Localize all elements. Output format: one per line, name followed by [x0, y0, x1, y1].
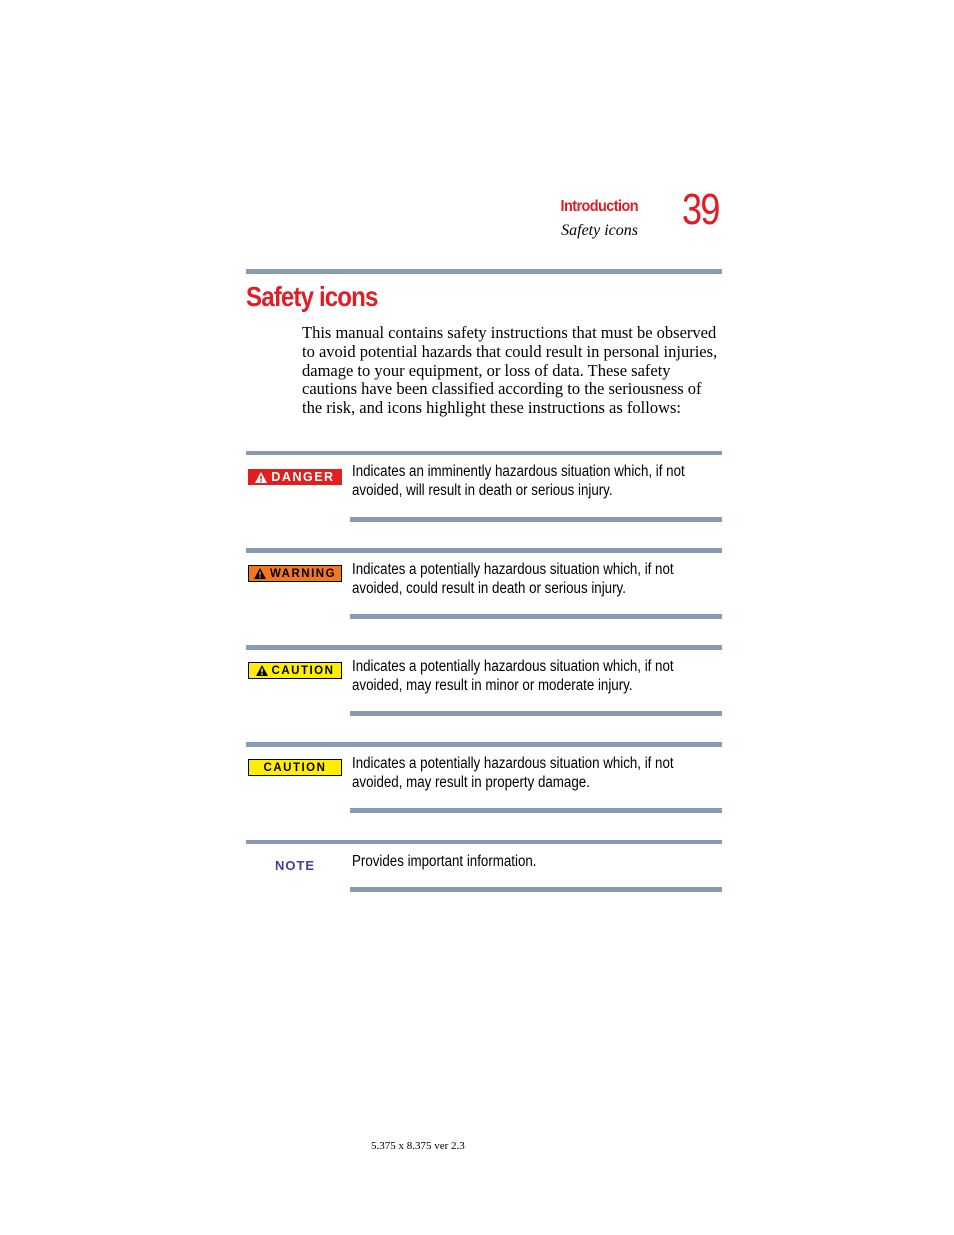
- section-top-rule: [246, 269, 722, 274]
- page-number: 39: [682, 185, 719, 234]
- item-description: [352, 560, 713, 598]
- item-bottom-rule: [350, 614, 722, 619]
- badge-label: DANGER: [271, 470, 335, 484]
- item-description: [352, 852, 713, 871]
- item-description-line: avoided, may result in minor or moderate injury.: [352, 677, 633, 694]
- item-top-rule: [246, 645, 722, 650]
- note-badge: [248, 857, 342, 873]
- item-top-rule: [246, 742, 722, 747]
- footer-version: 5.375 x 8.375 ver 2.3: [371, 1140, 465, 1152]
- item-description-line: Indicates a potentially hazardous situation which, if not: [352, 658, 674, 675]
- item-top-rule: [246, 451, 722, 455]
- item-description-line: avoided, could result in death or serious injury.: [352, 580, 626, 597]
- warning-triangle-icon: [255, 472, 267, 483]
- item-top-rule: [246, 840, 722, 844]
- item-bottom-rule: [350, 711, 722, 716]
- warning-triangle-icon: [256, 665, 268, 676]
- item-description-line: Provides important information.: [352, 853, 537, 870]
- badge-label: WARNING: [269, 567, 337, 580]
- item-bottom-rule: [350, 808, 722, 813]
- item-description-line: Indicates a potentially hazardous situation which, if not: [352, 755, 674, 772]
- warning-badge: [248, 565, 342, 582]
- running-header-section: Introduction: [560, 198, 638, 215]
- item-description: [352, 462, 713, 500]
- danger-badge: [248, 469, 342, 485]
- item-bottom-rule: [350, 517, 722, 522]
- item-description-line: Indicates a potentially hazardous situation which, if not: [352, 561, 674, 578]
- badge-label: CAUTION: [271, 664, 335, 677]
- item-description-line: Indicates an imminently hazardous situation which, if not: [352, 463, 685, 480]
- item-top-rule: [246, 548, 722, 553]
- item-description: [352, 754, 713, 792]
- item-description: [352, 657, 713, 695]
- item-bottom-rule: [350, 887, 722, 892]
- item-description-line: avoided, may result in property damage.: [352, 774, 590, 791]
- section-title: Safety icons: [246, 281, 378, 312]
- badge-label: CAUTION: [263, 761, 327, 774]
- intro-paragraph: This manual contains safety instructions that must be observed to avoid potential hazards that could result in personal injuries, damage to your equipment, or loss of data. These safety cautions have been classified according to the seriousness of the risk, and icons highlight these instructions as follows:: [302, 323, 718, 418]
- caution-property-badge: [248, 759, 342, 776]
- running-header-subsection: Safety icons: [561, 222, 638, 239]
- warning-triangle-icon: [254, 568, 266, 579]
- item-description-line: avoided, will result in death or serious injury.: [352, 482, 613, 499]
- badge-label: NOTE: [274, 857, 316, 873]
- caution-badge: [248, 662, 342, 679]
